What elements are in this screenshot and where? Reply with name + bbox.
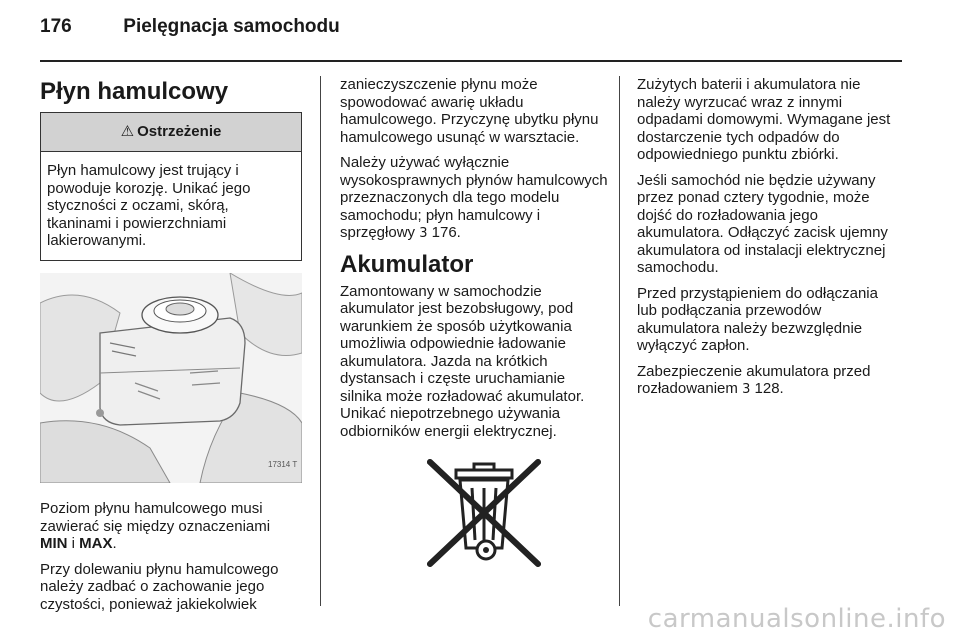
chapter-title: Pielęgnacja samochodu bbox=[123, 16, 340, 37]
brake-fluid-level-text: Poziom płynu hamulcowego musi zawierać się między oznaczeniami MIN i MAX. bbox=[40, 500, 271, 552]
page-header bbox=[40, 16, 340, 38]
warning-label: Ostrzeżenie bbox=[137, 123, 222, 141]
column-1 bbox=[40, 76, 302, 621]
column-2 bbox=[340, 76, 608, 573]
page-number: 176 bbox=[40, 16, 72, 37]
watermark: carmanualsonline.info bbox=[647, 604, 946, 634]
warning-box bbox=[40, 112, 302, 261]
column-3 bbox=[637, 76, 901, 407]
page-reference: 176. bbox=[427, 224, 461, 241]
battery-text-1: Zamontowany w samochodzie akumulator jest bezobsługowy, pod warunkiem że sposób użytkowania umożliwia odpowiednie ładowanie akumulatora. Jazda na krótkich dystansach i częste uruchamianie silnika może rozładować akumulator. Unikać niepotrzebnego używania odbiorników energii elektrycznej. bbox=[340, 282, 585, 440]
battery-text-4: Przed przystąpieniem do odłączania lub podłączania przewodów akumulatora należy bezwzględnie wyłączyć zapłon. bbox=[637, 284, 878, 354]
battery-text-5: Zabezpieczenie akumulatora przed rozładowaniem 3 128. bbox=[637, 362, 871, 397]
brake-fluid-continued-text: zanieczyszczenie płynu może spowodować awarię układu hamulcowego. Przyczynę ubytku płynu hamulcowego usunąć w warsztacie. bbox=[340, 76, 599, 146]
page-reference-icon: 3 bbox=[742, 382, 751, 397]
max-mark: MAX bbox=[79, 535, 113, 552]
brake-fluid-use-text: Należy używać wyłącznie wysokosprawnych płynów hamulcowych przeznaczonych dla tego modelu samochodu; płyn hamulcowy i sprzęgłowy 3 176. bbox=[340, 154, 608, 241]
section-title-brake-fluid: Płyn hamulcowy bbox=[40, 78, 229, 105]
warning-text: Płyn hamulcowy jest trujący i powoduje korozję. Unikać jego styczności z oczami, skórą, tkaninami i powierzchniami lakierowanymi. bbox=[47, 162, 251, 249]
battery-text-2: Zużytych baterii i akumulatora nie należy wyrzucać wraz z innymi odpadami domowymi. Wymagane jest dostarczenie tych odpadów do odpowiedniego punktu zbiórki. bbox=[637, 76, 891, 163]
column-divider-1 bbox=[320, 76, 321, 606]
column-divider-2 bbox=[619, 76, 620, 606]
warning-triangle-icon: ⚠ bbox=[120, 123, 135, 141]
section-title-battery: Akumulator bbox=[340, 250, 474, 278]
brake-fluid-topup-text: Przy dolewaniu płynu hamulcowego należy zadbać o zachowanie jego czystości, ponieważ jakiekolwiek bbox=[40, 560, 279, 613]
figure-id: 17314 T bbox=[268, 460, 298, 469]
page-reference: 128. bbox=[750, 380, 784, 397]
warning-header bbox=[41, 113, 301, 152]
min-mark: MIN bbox=[40, 535, 68, 552]
crossed-out-bin-icon bbox=[410, 456, 558, 568]
battery-text-3: Jeśli samochód nie będzie używany przez ponad cztery tygodnie, może dojść do rozładowania jego akumulatora. Odłączyć zacisk ujemny akumulatora od instalacji elektrycznej samochodu. bbox=[637, 171, 888, 276]
header-rule bbox=[40, 60, 902, 62]
page-reference-icon: 3 bbox=[419, 226, 428, 241]
brake-fluid-reservoir-image bbox=[40, 273, 302, 483]
